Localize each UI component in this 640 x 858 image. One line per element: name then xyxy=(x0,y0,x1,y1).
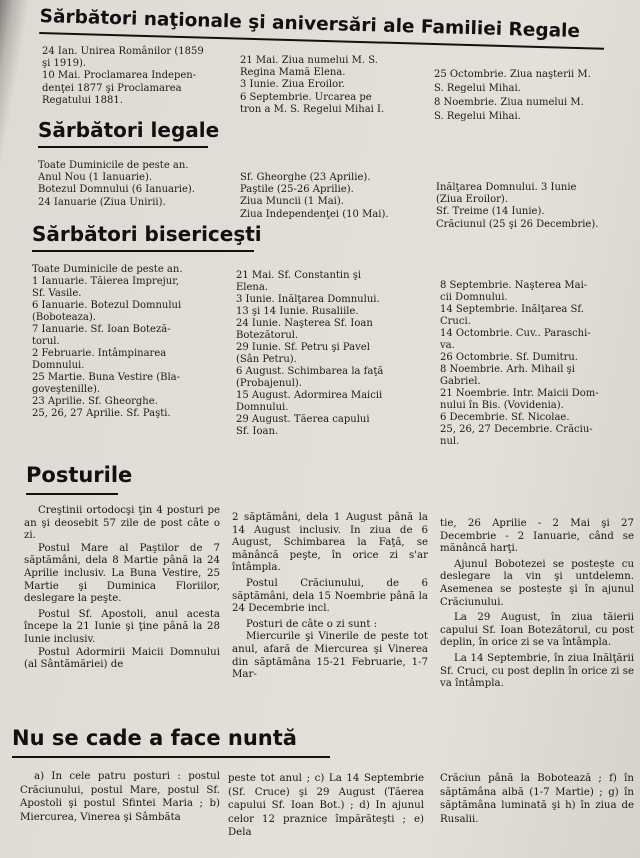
fasts-paragraph: Posturi de câte o zi sunt : xyxy=(246,618,378,630)
heading-religious-text: Sărbători bisericeşti xyxy=(32,222,262,246)
religious-column-3: 8 Septembrie. Naşterea Mai- cii Domnului. 14 Septembrie. Inălţarea Sf. Cruci. 14 Octombrie. Cuv.. Paraschi- va. 26 Octombrie. Sf. Dumitru. 8 Noembrie. Arh. Mihail şi Gabriel. 21 Noembrie. Intr. Maicii Dom- nului în Bis. (Vovidenia). 6 Decembrie. Sf. Nicolae. 25, 26, 27 Decembrie. Crăciu- nul. xyxy=(440,280,599,447)
legal-column-1: Toate Duminicile de peste an. Anul Nou (1 Ianuarie). Botezul Domnului (6 Ianuarie). 24 Ianuarie (Ziua Unirii). xyxy=(38,160,195,208)
fasts-paragraph: tie, 26 Aprilie - 2 Mai şi 27 Decembrie - 2 Ianuarie, când se mănâncă harţi. xyxy=(440,518,634,555)
heading-no-weddings xyxy=(12,726,297,750)
heading-legal-text: Sărbători legale xyxy=(38,118,220,142)
fasts-paragraph: Postul Sf. Apostoli, anul acesta începe la 21 Iunie şi ţine până la 28 Iunie inclusiv. xyxy=(24,608,220,645)
national-column-2: 21 Mai. Ziua numelui M. S. Regina Mamă Elena. 3 Iunie. Ziua Eroilor. 6 Septembrie. Urcarea pe tron a M. S. Regelui Mihai I. xyxy=(240,55,385,115)
fasts-paragraph: Miercurile şi Vinerile de peste tot anul, afară de Miercurea şi Vinerea din săptămâna 15-21 Februarie, 1-7 Mar- xyxy=(232,631,428,681)
fasts-paragraph: Ajunul Bobotezei se postește cu deslegare la vin şi untdelemn. Asemenea se postește şi în ajunul Crăciunului. xyxy=(440,558,634,608)
legal-column-2: Sf. Gheorghe (23 Aprilie). Paştile (25-26 Aprilie). Ziua Muncii (1 Mai). Ziua Independenţei (10 Mai). xyxy=(240,172,389,220)
fasts-column-1 xyxy=(24,505,220,672)
fasts-column-3 xyxy=(440,518,634,691)
fasts-paragraph: Postul Mare al Paştilor de 7 săptămâni, dela 8 Martie până la 24 Aprilie inclusiv. La Buna Vestire, 25 Martie şi Duminica Floriilor, deslegare la peşte. xyxy=(24,542,220,605)
heading-underline xyxy=(32,250,254,252)
weddings-column-2 xyxy=(228,772,424,840)
heading-legal-holidays xyxy=(38,118,219,142)
heading-religious-holidays xyxy=(32,222,262,246)
weddings-paragraph: a) In cele patru posturi : postul Crăciunului, postul Mare, postul Sf. Apostoli şi postul Sfintei Maria ; b) Miercurea, Vinerea şi Sâmbăta xyxy=(20,771,220,823)
heading-national-holidays xyxy=(39,6,580,42)
fasts-paragraph: Postul Crăciunului, de 6 săptămâni, dela 15 Noembrie până la 24 Decembrie incl. xyxy=(232,577,428,615)
heading-national-text: Sărbători naţionale şi aniversări ale Familiei Regale xyxy=(39,6,581,43)
religious-column-2: 21 Mai. Sf. Constantin şi Elena. 3 Iunie. Inălţarea Domnului. 13 şi 14 Iunie. Rusaliile. 24 Iunie. Naşterea Sf. Ioan Botezătorul. 29 Iunie. Sf. Petru şi Pavel (Sân Petru). 6 August. Schimbarea la faţă (Probajenul). 15 August. Adormirea Maicii Domnului. 29 August. Tăerea capului Sf. Ioan. xyxy=(236,270,384,437)
weddings-column-3 xyxy=(440,772,634,826)
national-column-1: 24 Ian. Unirea Românilor (1859 şi 1919). 10 Mai. Proclamarea Indepen- denţei 1877 şi Proclamarea Regatului 1881. xyxy=(42,46,204,106)
religious-column-1: Toate Duminicile de peste an. 1 Ianuarie. Tăierea Imprejur, Sf. Vasile. 6 Ianuarie. Botezul Domnului (Boboteaza). 7 Ianuarie. Sf. Ioan Boteză- torul. 2 Februarie. Intâmpinarea Domnului. 25 Martie. Buna Vestire (Bla- goveştenille). 23 Aprilie. Sf. Gheorghe. 25, 26, 27 Aprilie. Sf. Paşti. xyxy=(32,264,183,419)
fasts-paragraph: La 29 August, în ziua tăierii capului Sf. Ioan Botezătorul, cu post deplin, în orice zi se va întâmpla. xyxy=(440,612,634,649)
heading-underline xyxy=(26,493,118,495)
heading-fasts xyxy=(26,463,132,487)
fasts-paragraph: 2 săptămâni, dela 1 August până la 14 August inclusiv. In ziua de 6 August, Schimbarea la Faţă, se mănâncă peşte, în orice zi s'ar întâmpla. xyxy=(232,512,428,574)
heading-underline xyxy=(12,756,330,758)
fasts-paragraph: Postul Adormirii Maicii Domnului (al Sântămăriei) de xyxy=(24,646,220,671)
heading-underline xyxy=(38,146,208,148)
national-column-3: 25 Octombrie. Ziua naşterii M. S. Regelui Mihai. 8 Noembrie. Ziua numelui M. S. Regelui Mihai. xyxy=(434,69,591,122)
heading-weddings-text: Nu se cade a face nuntă xyxy=(12,726,297,750)
heading-fasts-text: Posturile xyxy=(26,463,133,487)
weddings-paragraph: peste tot anul ; c) La 14 Septembrie (Sf. Cruce) şi 29 August (Tăerea capului Sf. Ioan Bot.) ; d) In ajunul celor 12 praznice împărăteşti ; e) Dela xyxy=(228,773,424,838)
fasts-paragraph: Creştinii ortodocşi ţin 4 posturi pe an şi deosebit 57 zile de post câte o zi. xyxy=(24,505,220,542)
fasts-paragraph: La 14 Septembrie, în ziua Inălţării Sf. Cruci, cu post deplin în orice zi se va întâmpla. xyxy=(440,652,634,690)
legal-column-3: Inălţarea Domnului. 3 Iunie (Ziua Eroilor). Sf. Treime (14 Iunie). Crăciunul (25 şi 26 Decembrie). xyxy=(436,182,599,230)
weddings-column-1 xyxy=(20,770,220,824)
weddings-paragraph: Crăciun până la Bobotează ; f) în săptămâna albă (1-7 Martie) ; g) în săptămâna luminată şi h) în ziua de Rusalii. xyxy=(440,773,634,825)
fasts-column-2 xyxy=(232,512,428,682)
